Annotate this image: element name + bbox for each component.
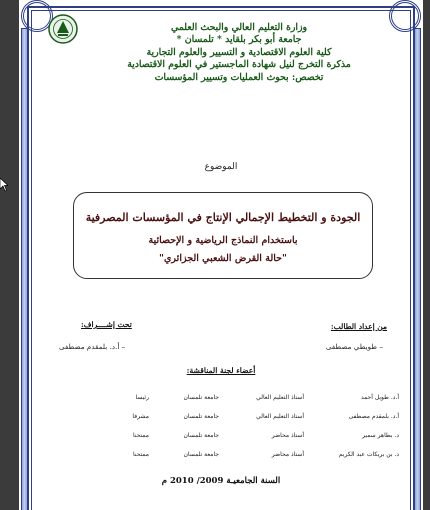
prepared-by-label: من إعداد الطالب: [330,322,387,331]
thesis-title-box [73,192,373,279]
faculty-line: كلية العلوم الاقتصادية و التسيير والعلوم التجارية [146,46,332,58]
page-border-left-bar [21,28,28,510]
document-page [19,0,423,510]
member-name: أ.د. بلمقدم مصطفى [348,413,399,420]
thesis-title-sub: باستخدام النماذج الرياضية و الإحصائية [148,235,298,246]
specialty-line: تخصص: بحوث العمليات وتسيير المؤسسات [154,71,324,83]
committee-table [89,388,399,464]
committee-row [89,445,399,464]
committee-row [89,407,399,426]
member-university: جامعة تلمسان [183,413,219,420]
supervisor-label: تحت إشــــراف: [81,320,132,329]
member-name: أ.د. طويل أحمد [360,394,399,401]
subject-label: الموضوع [204,162,238,172]
university-logo-icon [47,12,79,46]
thesis-type-line: مذكرة التخرج لنيل شهادة الماجستير في العلوم الاقتصادية [127,59,351,71]
committee-row [89,426,399,445]
student-name: – طويطي مصطفى [325,342,383,351]
page-border-right-bar [414,28,421,510]
member-name: د. بطاهر سمير [362,432,399,439]
thesis-case-study: "حالة القرض الشعبي الجزائري" [159,253,287,264]
member-role: رئيسا [135,394,149,401]
supervisor-name: – أ.د. بلمقدم مصطفى [59,342,126,351]
thesis-title-main: الجودة و التخطيط الإجمالي الإنتاج في المؤسسات المصرفية [85,211,361,224]
committee-heading: أعضاء لجنة المناقشة: [186,366,256,375]
member-rank: أستاذ محاضر [271,451,304,458]
ministry-line: وزارة التعليم العالي والبحث العلمي [171,22,307,33]
member-role: ممتحنا [132,432,149,439]
academic-year: السنة الجامعيـة 2009/ 2010 م [161,476,281,486]
member-rank: أستاذ التعليم العالي [256,394,304,401]
member-name: د. بن بريكات عبد الكريم [338,451,399,458]
member-university: جامعة تلمسان [183,394,219,401]
member-role: مشرفا [132,413,149,420]
institution-header [79,22,399,84]
university-line: جامعة أبو بكر بلقايد * تلمسان * [176,34,302,46]
mouse-cursor-icon [0,178,8,192]
member-university: جامعة تلمسان [183,432,219,439]
member-rank: أستاذ التعليم العالي [256,413,304,420]
member-university: جامعة تلمسان [183,451,219,458]
member-role: ممتحنا [132,451,149,458]
committee-row [89,388,399,407]
member-rank: أستاذ محاضر [271,432,304,439]
